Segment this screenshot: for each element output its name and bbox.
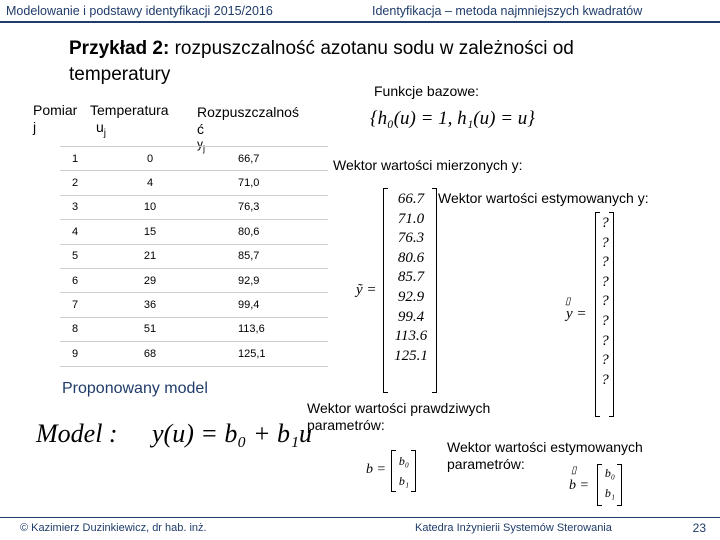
estimated-vector-entry: ? xyxy=(601,273,609,290)
cell-solubility: 66,7 xyxy=(188,147,328,171)
cell-temperature: 0 xyxy=(112,147,188,171)
slide-title-prefix: Przykład 2: xyxy=(69,38,170,59)
header-course-title: Modelowanie i podstawy identyfikacji 2015/2016 xyxy=(6,4,273,18)
measured-vector-entry: 71.0 xyxy=(397,210,425,227)
estimated-vector-symbol: y = xyxy=(566,306,587,322)
table-row xyxy=(60,268,328,292)
table-row xyxy=(60,244,328,268)
model-equation: y(u) = b₀ + b₁u xyxy=(152,419,313,448)
proposed-model-heading: Proponowany model xyxy=(62,380,208,397)
header-divider xyxy=(0,21,720,23)
slide-title-text: rozpuszczalność azotanu sodu w zależności od temperatury xyxy=(69,38,574,85)
measured-vector-entry: 125.1 xyxy=(394,347,428,364)
column-header-measurement: Pomiar j xyxy=(33,102,78,135)
measured-vector-entry: 85.7 xyxy=(397,269,425,286)
footer-divider xyxy=(0,517,720,518)
model-label: Model : xyxy=(36,419,118,448)
estimated-vector-entry: ? xyxy=(601,215,609,231)
est-params-hat-marker: ▯ xyxy=(571,465,577,476)
cell-temperature: 21 xyxy=(112,244,188,268)
cell-measurement: 7 xyxy=(60,293,112,317)
cell-temperature: 29 xyxy=(112,268,188,292)
measured-vector-entry: 99.4 xyxy=(397,308,425,325)
cell-solubility: 125,1 xyxy=(188,342,328,366)
cell-measurement: 2 xyxy=(60,171,112,195)
measured-vector-entry: 66.7 xyxy=(397,191,425,207)
measured-vector-values xyxy=(388,190,434,366)
true-params-symbol: b = xyxy=(366,462,386,477)
cell-solubility: 85,7 xyxy=(188,244,328,268)
cell-solubility: 92,9 xyxy=(188,268,328,292)
footer-department: Katedra Inżynierii Systemów Sterowania xyxy=(415,522,612,534)
est-param-entry: b₁ xyxy=(604,485,616,500)
cell-temperature: 10 xyxy=(112,195,188,219)
cell-solubility: 113,6 xyxy=(188,317,328,341)
cell-temperature: 4 xyxy=(112,171,188,195)
table-row xyxy=(60,220,328,244)
estimated-vector-entry: ? xyxy=(601,293,609,310)
column-header-temperature: Temperatura $u_j$ xyxy=(90,102,169,139)
measured-vector-entry: 80.6 xyxy=(397,249,425,266)
estimated-vector-entry: ? xyxy=(601,352,609,369)
estimated-hat-marker: ▯ xyxy=(565,296,571,307)
header-topic-title: Identyfikacja – metoda najmniejszych kwadratów xyxy=(372,4,643,18)
table-row xyxy=(60,342,328,366)
estimated-vector-entry: ? xyxy=(601,371,609,388)
cell-solubility: 71,0 xyxy=(188,171,328,195)
cell-measurement: 4 xyxy=(60,220,112,244)
cell-solubility: 76,3 xyxy=(188,195,328,219)
cell-temperature: 36 xyxy=(112,293,188,317)
est-params-right-bracket xyxy=(617,464,622,506)
estimated-vector-entry: ? xyxy=(601,312,609,329)
column-header-solubility: Rozpuszczalnoś ć $y_j$ xyxy=(197,104,299,154)
cell-measurement: 6 xyxy=(60,268,112,292)
table-row xyxy=(60,317,328,341)
est-params-label: Wektor wartości estymowanych parametrów: xyxy=(447,439,643,472)
table-row xyxy=(60,195,328,219)
basis-functions-formula: {h₀(u) = 1, h₁(u) = u} xyxy=(370,108,535,129)
cell-temperature: 68 xyxy=(112,342,188,366)
estimated-vector-entry: ? xyxy=(601,234,609,251)
footer-author: © Kazimierz Duzinkiewicz, dr hab. inż. xyxy=(20,522,207,534)
cell-temperature: 15 xyxy=(112,220,188,244)
true-param-entry: b₀ xyxy=(398,454,410,468)
true-params-right-bracket xyxy=(411,450,416,492)
cell-solubility: 80,6 xyxy=(188,220,328,244)
measurement-table xyxy=(60,146,328,367)
table-row xyxy=(60,171,328,195)
cell-measurement: 8 xyxy=(60,317,112,341)
estimated-right-bracket xyxy=(609,212,614,417)
est-param-entry: b₀ xyxy=(604,466,616,480)
estimated-vector-entry: ? xyxy=(601,332,609,349)
table-row xyxy=(60,293,328,317)
cell-solubility: 99,4 xyxy=(188,293,328,317)
est-params-symbol: b = xyxy=(569,478,589,493)
cell-measurement: 9 xyxy=(60,342,112,366)
measured-vector-entry: 113.6 xyxy=(394,328,428,345)
measured-vector-symbol: ỹ = xyxy=(356,282,377,298)
cell-measurement: 5 xyxy=(60,244,112,268)
measured-vector-label: Wektor wartości mierzonych y: xyxy=(333,157,523,173)
estimated-vector-entry: ? xyxy=(601,254,609,271)
measured-vector-entry: 76.3 xyxy=(397,230,425,247)
cell-temperature: 51 xyxy=(112,317,188,341)
slide-title xyxy=(69,36,669,88)
table-row xyxy=(60,147,328,171)
estimated-vector-label: Wektor wartości estymowanych y: xyxy=(438,190,649,206)
true-params-label: Wektor wartości prawdziwych parametrów: xyxy=(307,400,491,433)
cell-measurement: 1 xyxy=(60,147,112,171)
measured-right-bracket xyxy=(432,188,437,393)
page-number: 23 xyxy=(692,521,706,535)
cell-measurement: 3 xyxy=(60,195,112,219)
basis-functions-label: Funkcje bazowe: xyxy=(374,83,480,99)
measured-vector-entry: 92.9 xyxy=(397,288,425,305)
true-param-entry: b₁ xyxy=(398,473,410,488)
